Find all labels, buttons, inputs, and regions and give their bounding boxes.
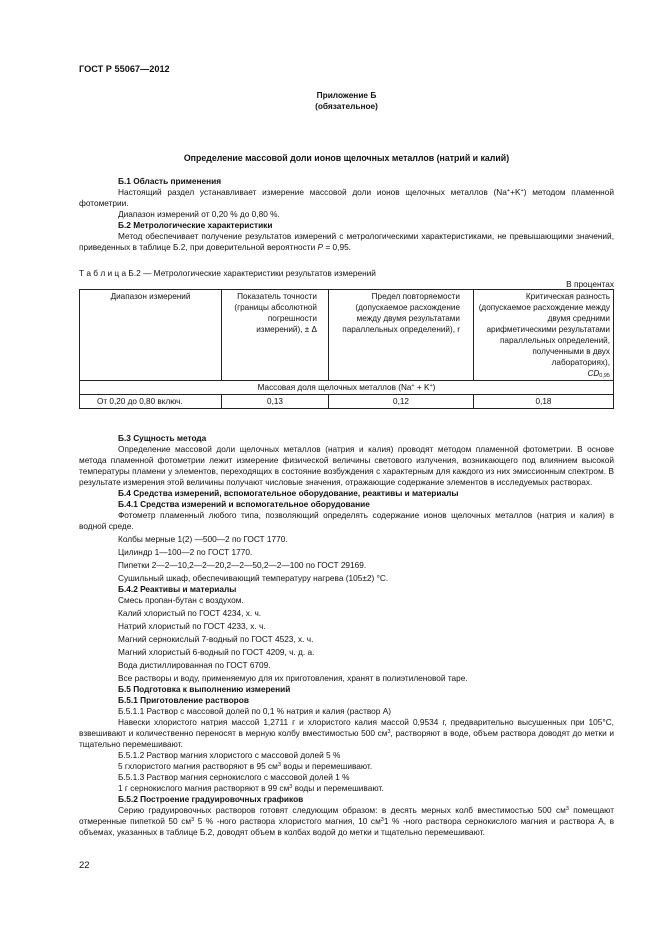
b41-cylinder: Цилиндр 1—100—2 по ГОСТ 1770. [118,547,253,557]
col-cd-header: Критическая разность (допускаемое расхождение между двумя средними арифметическими результатами параллельных определений, полученными в двух лабораториях), $CD_{0,95}$ [474,290,614,381]
reagent-item: Магний сернокислый 7-водный по ГОСТ 4523, х. ч. [118,634,314,644]
cell-range: От 0,20 до 0,80 включ. [80,395,222,409]
b1-range: Диапазон измерений от 0,20 % до 0,80 %. [118,209,280,219]
b512-title: Б.5.1.2 Раствор магния хлористого с массовой долей 5 % [118,750,341,760]
cell-cd: 0,18 [474,395,614,409]
reagent-item: Смесь пропан-бутан с воздухом. [118,595,244,605]
reagent-item: Натрий хлористый по ГОСТ 4233, х. ч. [118,621,266,631]
b511-title: Б.5.1.1 Раствор с массовой долей по 0,1 % натрия и калия (раствор А) [118,706,392,716]
standard-number: ГОСТ Р 55067—2012 [79,64,170,74]
reagent-item: Все растворы и воду, применяемую для их приготовления, хранят в полиэтиленовой таре. [118,673,468,683]
b2-heading: Б.2 Метрологические характеристики [118,220,273,230]
cell-delta: 0,13 [222,395,329,409]
reagent-item: Калий хлористый по ГОСТ 4234, х. ч. [118,608,262,618]
table-row [80,395,614,409]
b42-heading: Б.4.2 Реактивы и материалы [118,584,237,594]
b52-heading: Б.5.2 Построение градуировочных графиков [118,794,304,804]
table-span-row [80,381,614,395]
b513-title: Б.5.1.3 Раствор магния сернокислого с массовой долей 1 % [118,772,350,782]
main-title: Определение массовой доли ионов щелочных металлов (натрий и калий) [183,153,510,163]
cell-r: 0,12 [329,395,474,409]
b41-photometer: Фотометр пламенный любого типа, позволяющий определять содержание ионов щелочных металлов (натрия и калия) в водной среде. [79,510,614,531]
appendix-title: Приложение Б [316,90,377,100]
b1-heading: Б.1 Область применения [118,176,222,186]
reagent-item: Магний хлористый 6-водный по ГОСТ 4209, ч. д. а. [118,647,315,657]
col-delta-header: Показатель точности (границы абсолютной погрешности измерений), ± Δ [222,290,329,381]
table-span-cell: Массовая доля щелочных металлов (Na+ + K+) [80,381,614,395]
b4-heading: Б.4 Средства измерений, вспомогательное оборудование, реактивы и материалы [118,488,459,498]
section-b3-b5 [79,433,614,838]
b3-heading: Б.3 Сущность метода [118,433,207,443]
section-b1 [79,176,614,253]
b41-flasks: Колбы мерные 1(2) —500—2 по ГОСТ 1770. [118,534,288,544]
b41-cabinet: Сушильный шкаф, обеспечивающий температуру нагрева (105±2) °С. [118,573,389,583]
b3-text: Определение массовой доли щелочных металлов (натрия и калия) проводят методом пламенной фотометрии. В основе метода пламенной фотометрии лежит измерение физической величины светового излучения, возникающего под влиянием высокой температуры пламени у элементов, переходящих в состояние возбуждения с характерным для каждого из них эмиссионным спектром. В результате измерения этой величины получают числовые значения, отражающие содержание элементов в исследуемых растворах. [79,444,614,487]
b5-heading: Б.5 Подготовка к выполнению измерений [118,684,291,694]
table-units: В процентах [566,279,614,289]
b1-text: Настоящий раздел устанавливает измерение массовой доли ионов щелочных металлов (Na++K+) методом пламенной фотометрии. [79,187,614,208]
b41-pipettes: Пипетки 2—2—10,2—2—20,2—2—50,2—2—100 по ГОСТ 29169. [118,560,367,570]
b512-text: 5 гхлористого магния растворяют в 95 $см^3$ воды и перемешивают. [118,761,373,771]
col-r-header: Предел повторяемости (допускаемое расхождение между двумя результатами параллельных определений), r [329,290,474,381]
metrology-table [79,289,614,409]
b511-text: Навески хлористого натрия массой 1,2711 г и хлористого калия массой 0,9534 г, предварительно высушенных при 105°С, взвешивают и количественно переносят в мерную колбу вместимостью 500 $см^3$, растворяют в воде, объем раствора доводят до метки и тщательно перемешивают. [79,717,614,749]
b513-text: 1 г сернокислого магния растворяют в 99 $см^3$ воды и перемешивают. [118,783,384,793]
table-caption: Т а б л и ц а Б.2 — Метрологические характеристики результатов измерений [79,268,376,278]
appendix-status: (обязательное) [315,101,378,111]
table-header-row [80,290,614,381]
b41-heading: Б.4.1 Средства измерений и вспомогательное оборудование [118,499,370,509]
reagent-item: Вода дистиллированная по ГОСТ 6709. [118,660,271,670]
page-number: 22 [79,860,90,871]
b52-text: Серию градуировочных растворов готовят следующим образом: в десять мерных колб вместимостью 500 $см^3$ помещают отмеренные пипеткой 50 $см^3$ 5 % -ного раствора хлористого магния, 10 $см^31$ % -ного раствора сернокислого магния и раствора А, в объемах, указанных в таблице Б.2, доводят объем в колбах водой до метки и тщательно перемешивают. [79,805,615,837]
col-range-header: Диапазон измерений [80,290,222,381]
b51-heading: Б.5.1 Приготовление растворов [118,695,249,705]
b2-text: Метод обеспечивает получение результатов измерений с метрологическими характеристиками, не превышающими значений, приведенных в таблице Б.2, при доверительной вероятности P = 0,95. [79,231,614,252]
